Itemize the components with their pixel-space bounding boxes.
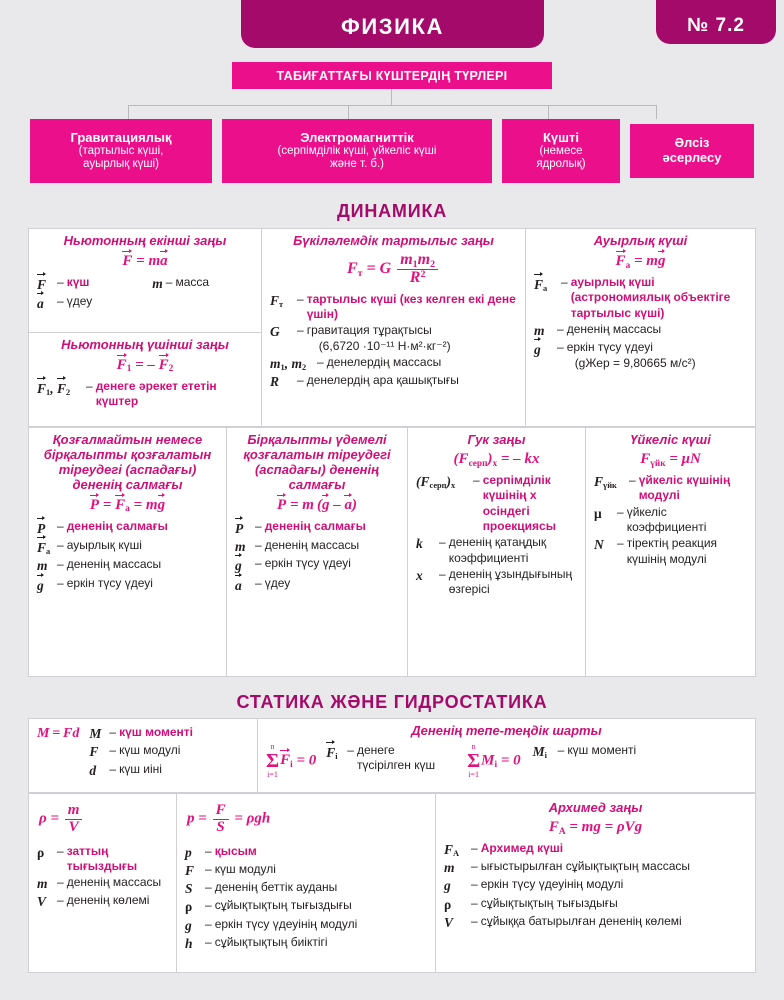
card-universal-gravitation bbox=[262, 229, 525, 426]
definition-item: $M_i$ – күш моменті bbox=[532, 742, 637, 761]
definition-text bbox=[567, 340, 747, 371]
definition-list bbox=[416, 473, 577, 598]
force-type-title: Электромагниттік bbox=[300, 129, 414, 145]
symbol: V bbox=[444, 915, 454, 930]
card-gravity-force bbox=[526, 229, 755, 426]
definition-item: $F_1$, $F_2$ – денеге әрекет ететін күштер bbox=[37, 379, 253, 410]
symbol: F bbox=[185, 862, 195, 878]
symbol: V bbox=[37, 894, 47, 910]
header bbox=[0, 0, 784, 56]
definition-list bbox=[235, 519, 399, 594]
symbol: p bbox=[185, 844, 192, 860]
definition-text: күш моменті bbox=[119, 725, 193, 739]
symbol: μ bbox=[594, 505, 602, 521]
card-title: Архимед заңы bbox=[548, 800, 643, 815]
definition-text: еркін түсу үдеуінің модулі bbox=[480, 877, 624, 892]
force-type-sub: (тартылыс күші, ауырлық күші) bbox=[78, 145, 164, 171]
definition-text: ауырлық күші bbox=[66, 538, 142, 553]
statics-row-2 bbox=[28, 793, 756, 973]
symbol: g bbox=[37, 577, 44, 593]
card-newton-third-law bbox=[29, 332, 261, 426]
definition-text: ығыстырылған сұйықтықтың массасы bbox=[480, 859, 691, 874]
formula-newton-second: F = ma bbox=[122, 252, 168, 269]
definition-item: ρ – сұйықтықтың тығыздығы bbox=[444, 896, 747, 913]
card-title: Ньютонның екінші заңы bbox=[63, 233, 227, 248]
definition-item: F – күш модулі bbox=[185, 862, 427, 879]
card-title: Ауырлық күші bbox=[593, 233, 688, 248]
symbol: $F_{үйк}$ bbox=[594, 473, 617, 491]
dynamics-row-2 bbox=[28, 427, 756, 677]
symbol: m bbox=[235, 539, 246, 555]
definition-item: $F_а$ – ауырлық күші (астрономиялық объектіге тартылыс күші) bbox=[534, 275, 747, 321]
definition-list bbox=[37, 275, 253, 313]
definition-item: k – дененің қатаңдық коэффициенті bbox=[416, 535, 577, 566]
symbol: $F_A$ bbox=[444, 841, 460, 859]
definition-text: дененің салмағы bbox=[66, 518, 168, 533]
symbol: k bbox=[416, 536, 423, 552]
definition-item: G – гравитация тұрақтысы (6,6720 ·10⁻¹¹ Н·м²·кг⁻²) bbox=[270, 323, 517, 354]
symbol: $F_i$ bbox=[326, 744, 338, 762]
dynamics-heading: ДИНАМИКА bbox=[336, 201, 448, 221]
definition-text: масса bbox=[175, 274, 210, 289]
force-type-weak bbox=[630, 124, 754, 178]
symbol: m bbox=[444, 860, 455, 876]
statics-heading: СТАТИКА ЖӘНЕ ГИДРОСТАТИКА bbox=[236, 692, 548, 712]
definition-list bbox=[270, 292, 517, 391]
definition-item: $F_A$ – Архимед күші bbox=[444, 841, 747, 858]
tree-drop-4 bbox=[656, 105, 657, 119]
formula-hooke: $(F_{серп})_x$ = – kx bbox=[453, 450, 540, 469]
definition-note: (6,6720 ·10⁻¹¹ Н·м²·кг⁻²) bbox=[318, 338, 451, 353]
definition-list bbox=[37, 844, 168, 911]
pressure-column bbox=[176, 794, 435, 972]
force-type-gravitational bbox=[30, 119, 212, 183]
force-type-sub: (серпімділік күші, үйкеліс күші және т. б.) bbox=[277, 145, 437, 171]
sheet-number-badge bbox=[656, 0, 776, 44]
definition-item: M – күш моменті bbox=[89, 725, 249, 742]
subtitle-text: ТАБИҒАТТАҒЫ КҮШТЕРДІҢ ТҮРЛЕРІ bbox=[276, 68, 508, 83]
definition-list bbox=[37, 379, 253, 410]
card-friction-force bbox=[586, 428, 755, 676]
symbol: $F_1$, $F_2$ bbox=[37, 380, 71, 398]
formula-moment: M = Fd bbox=[37, 726, 80, 741]
equilibrium-conditions bbox=[266, 741, 747, 779]
card-title: Бүкіләлемдік тартылыс заңы bbox=[293, 233, 494, 248]
definition-text: күш модулі bbox=[214, 861, 276, 876]
definition-text: дененің беттік ауданы bbox=[214, 880, 338, 895]
definition-item: g – еркін түсу үдеуі bbox=[235, 556, 399, 574]
symbol: F bbox=[89, 744, 99, 760]
force-type-title: Гравитациялық bbox=[70, 129, 172, 145]
definition-text: дененің массасы bbox=[566, 322, 662, 337]
definition-item: F – күш m – масса bbox=[37, 275, 253, 293]
definition-text: денелердің массасы bbox=[326, 354, 442, 369]
definition-text: сұйықтықтың тығыздығы bbox=[214, 898, 352, 913]
definition-item: g – еркін түсу үдеуі bbox=[37, 576, 218, 594]
tree-crossbar bbox=[128, 105, 656, 106]
definition-text: үйкеліс күшінің модулі bbox=[638, 472, 731, 503]
sheet-number: № 7.2 bbox=[687, 15, 745, 36]
card-title: Бірқалыпты үдемелі қозғалатын тіреудегі (аспадағы) дененің салмағы bbox=[243, 432, 391, 492]
definition-list bbox=[527, 743, 637, 761]
card-static-weight bbox=[29, 428, 226, 676]
symbol: S bbox=[185, 881, 193, 897]
card-newton-second-law bbox=[29, 229, 261, 332]
hooke-column bbox=[407, 428, 585, 676]
dynamics-row-1 bbox=[28, 228, 756, 427]
definition-item: p – қысым bbox=[185, 844, 427, 861]
definition-text: ауырлық күші (астрономиялық объектіге тартылыс күші) bbox=[570, 274, 731, 320]
definition-main: гравитация тұрақтысы bbox=[306, 323, 432, 338]
definition-text: дененің массасы bbox=[264, 538, 360, 553]
symbol: N bbox=[594, 537, 604, 553]
equilibrium-column bbox=[257, 719, 755, 792]
symbol: g bbox=[444, 878, 451, 894]
definition-item: g – еркін түсу үдеуі (gЖер = 9,80665 м/с²) bbox=[534, 340, 747, 371]
definition-text bbox=[307, 323, 517, 354]
definition-text: күш моменті bbox=[567, 742, 637, 757]
definition-text: денеге түсірілген күш bbox=[356, 742, 436, 773]
moment-column bbox=[29, 719, 257, 792]
symbol: g bbox=[185, 917, 192, 933]
friction-column bbox=[585, 428, 755, 676]
definition-list bbox=[534, 275, 747, 371]
formula-sum-moments: n Σ i=1 $M_i = 0$ bbox=[467, 741, 521, 779]
formula-gravitation: $F_т = G$ $\frac{m_1m_2}{R^2}$ bbox=[270, 252, 517, 287]
definition-text: дененің ұзындығының өзгерісі bbox=[448, 567, 573, 597]
definition-list bbox=[444, 841, 747, 931]
definition-item: $F_а$ – ауырлық күші bbox=[37, 538, 218, 556]
definition-text: дененің массасы bbox=[66, 557, 162, 572]
definition-item: F – күш модулі bbox=[89, 743, 249, 760]
density-column bbox=[29, 794, 176, 972]
definition-list bbox=[185, 844, 427, 953]
definition-item: m – дененің массасы bbox=[37, 875, 168, 892]
definition-text: заттың тығыздығы bbox=[66, 843, 138, 873]
definition-item: $m_1$, $m_2$ – денелердің массасы bbox=[270, 355, 517, 372]
accelerated-weight-column bbox=[226, 428, 407, 676]
definition-item: g – еркін түсу үдеуінің модулі bbox=[444, 877, 747, 894]
tree-drop-3 bbox=[548, 105, 549, 119]
definition-text: денеге әрекет ететін күштер bbox=[95, 378, 217, 409]
definition-text: күш bbox=[66, 274, 90, 289]
definition-item: μ – үйкеліс коэффициенті bbox=[594, 505, 747, 536]
gravity-force-column bbox=[525, 229, 755, 426]
force-type-strong bbox=[502, 119, 620, 183]
definition-text: күш иіні bbox=[119, 761, 162, 776]
definition-note: (gЖер = 9,80665 м/с²) bbox=[574, 355, 696, 370]
symbol: m bbox=[37, 876, 48, 892]
formula-newton-third: $F_1$ = – $F_2$ bbox=[116, 356, 174, 375]
formula-gravity-force: $F_а$ = mg bbox=[615, 252, 666, 271]
newton-laws-column bbox=[29, 229, 261, 426]
definition-text: сұйықтықтың биіктігі bbox=[214, 934, 328, 949]
card-archimedes-law bbox=[436, 794, 755, 972]
definition-text: серпімділік күшінің x осіндегі проекциясы bbox=[482, 472, 556, 534]
symbol: $F_т$ bbox=[270, 292, 284, 309]
symbol: ρ bbox=[185, 899, 193, 915]
definition-item: m – дененің массасы bbox=[534, 322, 747, 339]
moment-definitions bbox=[89, 725, 249, 780]
subtitle-bar bbox=[232, 62, 552, 89]
formula-accelerated-weight: P = m (g – a) bbox=[277, 496, 357, 513]
force-types-row bbox=[0, 119, 784, 187]
page-title: ФИЗИКА bbox=[340, 14, 445, 39]
definition-list bbox=[594, 473, 747, 567]
definition-item: $(F_{серп})_x$ – серпімділік күшінің x осіндегі проекциясы bbox=[416, 473, 577, 534]
definition-item: a – үдеу bbox=[37, 294, 253, 312]
title-banner bbox=[241, 0, 544, 48]
definition-main: еркін түсу үдеуі bbox=[566, 340, 653, 355]
definition-item: P – дененің салмағы bbox=[37, 519, 218, 537]
static-weight-column bbox=[29, 428, 226, 676]
card-pressure bbox=[177, 794, 435, 972]
definition-item: P – дененің салмағы bbox=[235, 519, 399, 537]
definition-text: дененің көлемі bbox=[66, 893, 150, 908]
definition-item: V – сұйыққа батырылған дененің көлемі bbox=[444, 914, 747, 931]
symbol: x bbox=[416, 568, 423, 584]
symbol: G bbox=[270, 324, 280, 340]
symbol: M bbox=[89, 726, 102, 741]
symbol: ρ bbox=[444, 896, 452, 912]
definition-text: үдеу bbox=[264, 575, 291, 590]
card-force-moment bbox=[29, 719, 257, 792]
definition-item: d – күш иіні bbox=[89, 762, 249, 779]
definition-item: $F_т$ – тартылыс күші (кез келген екі дене үшін) bbox=[270, 291, 516, 321]
card-accelerated-weight bbox=[227, 428, 407, 676]
tree-drop-1 bbox=[128, 105, 129, 119]
definition-item: V – дененің көлемі bbox=[37, 893, 168, 910]
symbol: h bbox=[185, 935, 193, 951]
definition-list bbox=[37, 725, 249, 780]
card-title: Гук заңы bbox=[467, 432, 526, 447]
definition-item: N – тіректің реакция күшінің модулі bbox=[594, 536, 747, 567]
definition-item: ρ – сұйықтықтың тығыздығы bbox=[185, 898, 427, 915]
definition-text: тартылыс күші (кез келген екі дене үшін) bbox=[306, 291, 516, 321]
symbol: $(F_{серп})_x$ bbox=[416, 473, 456, 491]
card-equilibrium bbox=[258, 719, 755, 792]
symbol: d bbox=[89, 762, 97, 778]
force-type-title: Әлсіз әсерлесу bbox=[662, 135, 722, 165]
definition-item: R – денелердің ара қашықтығы bbox=[270, 373, 517, 390]
definition-text: еркін түсу үдеуі bbox=[66, 575, 153, 590]
symbol: a bbox=[37, 296, 44, 312]
symbol: g bbox=[534, 342, 541, 358]
card-hooke-law bbox=[408, 428, 585, 676]
definition-item: $F_{үйк}$ – үйкеліс күшінің модулі bbox=[594, 473, 747, 504]
definition-text: еркін түсу үдеуі bbox=[264, 556, 351, 571]
definition-text: қысым bbox=[214, 843, 257, 858]
card-title: Үйкеліс күші bbox=[630, 432, 711, 447]
definition-item: m – ығыстырылған сұйықтықтың массасы bbox=[444, 859, 747, 876]
definition-text: дененің массасы bbox=[66, 875, 162, 890]
definition-text: сұйыққа батырылған дененің көлемі bbox=[480, 914, 682, 928]
card-title: Ньютонның үшінші заңы bbox=[61, 336, 229, 352]
definition-item: g – еркін түсу үдеуінің модулі bbox=[185, 917, 427, 934]
definition-list bbox=[37, 519, 218, 594]
symbol: $F_а$ bbox=[37, 540, 51, 557]
definition-item: a – үдеу bbox=[235, 576, 399, 594]
symbol: m bbox=[152, 275, 163, 291]
definition-text: дененің қатаңдық коэффициенті bbox=[448, 535, 547, 565]
statics-row-1 bbox=[28, 718, 756, 793]
definition-item: m – дененің массасы bbox=[37, 557, 218, 574]
definition-item: x – дененің ұзындығының өзгерісі bbox=[416, 567, 577, 598]
definition-text: сұйықтықтың тығыздығы bbox=[480, 895, 618, 910]
symbol: $m_1$, $m_2$ bbox=[270, 355, 307, 373]
formula-pressure: p = $\frac{F}{S}$ = ρgh bbox=[187, 802, 271, 835]
card-title: Дененің тепе-теңдік шарты bbox=[411, 723, 602, 738]
symbol: $M_i$ bbox=[532, 743, 547, 761]
formula-archimedes: $F_A$ = mg = ρVg bbox=[548, 818, 643, 837]
definition-text: үдеу bbox=[66, 294, 93, 309]
definition-text: күш модулі bbox=[119, 743, 181, 758]
card-density bbox=[29, 794, 176, 972]
formula-friction: $F_{үйк} = \mu N$ bbox=[640, 450, 701, 469]
formula-density: ρ = $\frac{m}{V}$ bbox=[39, 803, 168, 836]
definition-item: S – дененің беттік ауданы bbox=[185, 880, 427, 897]
force-type-sub: (немесе ядролық) bbox=[536, 145, 586, 171]
formula-sum-forces: n Σ i=1 $F_i = 0$ bbox=[266, 741, 317, 779]
card-title: Қозғалмайтын немесе бірқалыпты қозғалатын тіреудегі (аспадағы) дененің салмағы bbox=[43, 432, 212, 492]
symbol: ρ bbox=[37, 844, 45, 860]
symbol: $F_а$ bbox=[534, 276, 548, 294]
definition-text: дененің салмағы bbox=[264, 518, 366, 533]
definition-text: денелердің ара қашықтығы bbox=[306, 373, 459, 388]
symbol: m bbox=[37, 558, 48, 574]
symbol: P bbox=[235, 520, 244, 536]
definition-list bbox=[322, 743, 435, 775]
tree-stem bbox=[391, 89, 392, 105]
symbol: g bbox=[235, 558, 242, 574]
symbol: F bbox=[37, 276, 47, 292]
symbol: a bbox=[235, 577, 242, 593]
definition-text: үйкеліс коэффициенті bbox=[626, 504, 707, 535]
tree-drop-2 bbox=[348, 105, 349, 119]
symbol: P bbox=[37, 520, 46, 536]
formula-static-weight: $P = F_а$ = mg bbox=[89, 496, 166, 515]
definition-item: ρ – заттың тығыздығы bbox=[37, 844, 168, 875]
definition-text: Архимед күші bbox=[480, 840, 564, 855]
symbol: R bbox=[270, 374, 280, 390]
force-type-title: Күшті bbox=[543, 129, 579, 145]
symbol: m bbox=[534, 323, 545, 339]
connector-tree bbox=[0, 89, 784, 119]
gravitation-column bbox=[261, 229, 525, 426]
definition-item: $F_i$ – денеге түсірілген күш bbox=[326, 742, 436, 773]
force-type-electromagnetic bbox=[222, 119, 492, 183]
definition-text: тіректің реакция күшінің модулі bbox=[626, 536, 718, 566]
archimedes-column bbox=[435, 794, 755, 972]
definition-text: еркін түсу үдеуінің модулі bbox=[214, 916, 358, 931]
definition-item: h – сұйықтықтың биіктігі bbox=[185, 935, 427, 952]
definition-item: m – дененің массасы bbox=[235, 538, 399, 555]
